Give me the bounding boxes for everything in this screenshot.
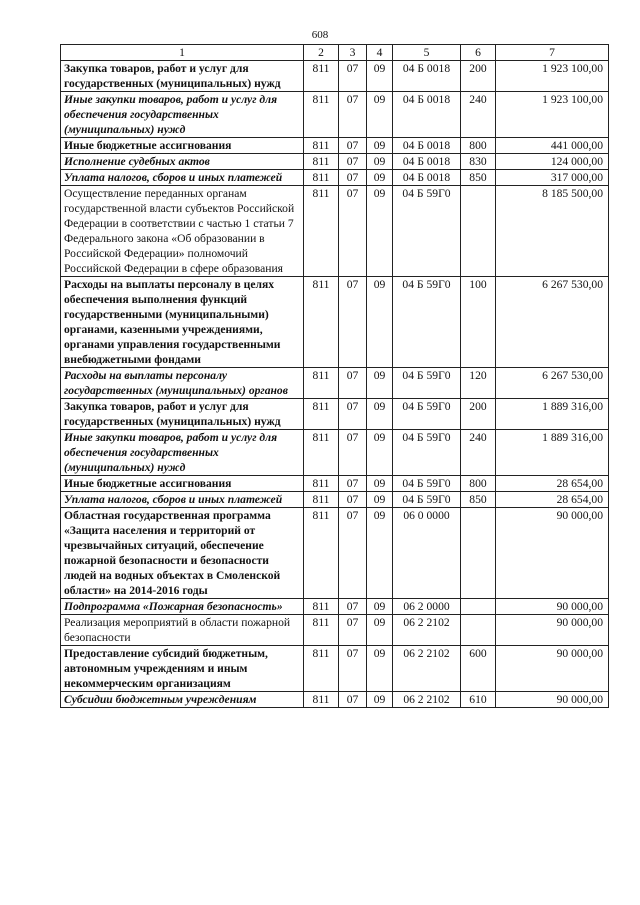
row-target-article: 04 Б 59Г0 bbox=[393, 476, 461, 492]
row-target-article: 04 Б 0018 bbox=[393, 92, 461, 138]
row-target-article: 06 0 0000 bbox=[393, 508, 461, 599]
budget-table bbox=[60, 44, 609, 708]
table-row bbox=[61, 368, 609, 399]
row-subsection-code: 09 bbox=[367, 492, 393, 508]
row-ministry-code: 811 bbox=[304, 492, 339, 508]
row-section-code: 07 bbox=[339, 646, 367, 692]
table-row bbox=[61, 599, 609, 615]
row-target-article: 06 2 2102 bbox=[393, 615, 461, 646]
row-section-code: 07 bbox=[339, 61, 367, 92]
table-row bbox=[61, 277, 609, 368]
row-ministry-code: 811 bbox=[304, 138, 339, 154]
row-expense-type: 830 bbox=[461, 154, 496, 170]
row-amount: 90 000,00 bbox=[496, 615, 609, 646]
row-name: Уплата налогов, сборов и иных платежей bbox=[61, 492, 304, 508]
row-amount: 1 923 100,00 bbox=[496, 61, 609, 92]
row-amount: 6 267 530,00 bbox=[496, 277, 609, 368]
row-section-code: 07 bbox=[339, 170, 367, 186]
row-target-article: 04 Б 0018 bbox=[393, 154, 461, 170]
row-amount: 90 000,00 bbox=[496, 692, 609, 708]
row-section-code: 07 bbox=[339, 186, 367, 277]
row-ministry-code: 811 bbox=[304, 646, 339, 692]
row-target-article: 04 Б 59Г0 bbox=[393, 399, 461, 430]
table-row bbox=[61, 170, 609, 186]
row-target-article: 04 Б 59Г0 bbox=[393, 277, 461, 368]
row-name: Осуществление переданных органам государственной власти субъектов Российской Федерации в соответствии с частью 1 статьи 7 Федерального закона «Об образовании в Российской Федерации» полномочий Российской Федерации в сфере образования bbox=[61, 186, 304, 277]
column-header-7: 7 bbox=[496, 45, 609, 61]
row-target-article: 04 Б 59Г0 bbox=[393, 368, 461, 399]
page-number: 608 bbox=[311, 29, 329, 41]
column-header-4: 4 bbox=[367, 45, 393, 61]
row-subsection-code: 09 bbox=[367, 277, 393, 368]
row-section-code: 07 bbox=[339, 599, 367, 615]
table-row bbox=[61, 138, 609, 154]
row-section-code: 07 bbox=[339, 92, 367, 138]
row-section-code: 07 bbox=[339, 476, 367, 492]
row-name: Подпрограмма «Пожарная безопасность» bbox=[61, 599, 304, 615]
row-expense-type: 850 bbox=[461, 492, 496, 508]
table-row bbox=[61, 476, 609, 492]
row-section-code: 07 bbox=[339, 692, 367, 708]
row-name: Предоставление субсидий бюджетным, автономным учреждениям и иным некоммерческим организациям bbox=[61, 646, 304, 692]
table-row bbox=[61, 692, 609, 708]
row-subsection-code: 09 bbox=[367, 692, 393, 708]
row-name: Закупка товаров, работ и услуг для государственных (муниципальных) нужд bbox=[61, 399, 304, 430]
row-name: Уплата налогов, сборов и иных платежей bbox=[61, 170, 304, 186]
row-ministry-code: 811 bbox=[304, 615, 339, 646]
row-section-code: 07 bbox=[339, 615, 367, 646]
row-subsection-code: 09 bbox=[367, 508, 393, 599]
row-section-code: 07 bbox=[339, 430, 367, 476]
row-ministry-code: 811 bbox=[304, 186, 339, 277]
table-row bbox=[61, 186, 609, 277]
row-subsection-code: 09 bbox=[367, 186, 393, 277]
row-target-article: 06 2 0000 bbox=[393, 599, 461, 615]
table-row bbox=[61, 399, 609, 430]
row-ministry-code: 811 bbox=[304, 277, 339, 368]
row-subsection-code: 09 bbox=[367, 368, 393, 399]
row-ministry-code: 811 bbox=[304, 61, 339, 92]
row-section-code: 07 bbox=[339, 154, 367, 170]
row-amount: 90 000,00 bbox=[496, 646, 609, 692]
row-expense-type bbox=[461, 615, 496, 646]
header-row bbox=[61, 45, 609, 61]
column-header-5: 5 bbox=[393, 45, 461, 61]
table-row bbox=[61, 646, 609, 692]
row-amount: 1 889 316,00 bbox=[496, 399, 609, 430]
row-ministry-code: 811 bbox=[304, 599, 339, 615]
row-name: Расходы на выплаты персоналу в целях обеспечения выполнения функций государственными (муниципальными) органами, казенными учреждениями, органами управления государственными внебюджетными фондами bbox=[61, 277, 304, 368]
row-amount: 1 889 316,00 bbox=[496, 430, 609, 476]
row-amount: 441 000,00 bbox=[496, 138, 609, 154]
row-name: Иные закупки товаров, работ и услуг для обеспечения государственных (муниципальных) нужд bbox=[61, 92, 304, 138]
row-expense-type bbox=[461, 508, 496, 599]
row-section-code: 07 bbox=[339, 399, 367, 430]
row-expense-type: 800 bbox=[461, 476, 496, 492]
row-amount: 28 654,00 bbox=[496, 476, 609, 492]
row-amount: 124 000,00 bbox=[496, 154, 609, 170]
row-subsection-code: 09 bbox=[367, 615, 393, 646]
row-expense-type: 200 bbox=[461, 399, 496, 430]
row-target-article: 04 Б 59Г0 bbox=[393, 186, 461, 277]
row-expense-type: 100 bbox=[461, 277, 496, 368]
row-amount: 28 654,00 bbox=[496, 492, 609, 508]
row-expense-type: 240 bbox=[461, 92, 496, 138]
row-name: Реализация мероприятий в области пожарной безопасности bbox=[61, 615, 304, 646]
row-target-article: 06 2 2102 bbox=[393, 692, 461, 708]
row-ministry-code: 811 bbox=[304, 430, 339, 476]
row-subsection-code: 09 bbox=[367, 92, 393, 138]
row-subsection-code: 09 bbox=[367, 399, 393, 430]
column-header-1: 1 bbox=[61, 45, 304, 61]
row-target-article: 04 Б 59Г0 bbox=[393, 430, 461, 476]
row-ministry-code: 811 bbox=[304, 154, 339, 170]
row-amount: 1 923 100,00 bbox=[496, 92, 609, 138]
row-target-article: 06 2 2102 bbox=[393, 646, 461, 692]
table-row bbox=[61, 492, 609, 508]
row-name: Иные бюджетные ассигнования bbox=[61, 138, 304, 154]
row-amount: 6 267 530,00 bbox=[496, 368, 609, 399]
row-expense-type: 120 bbox=[461, 368, 496, 399]
row-subsection-code: 09 bbox=[367, 170, 393, 186]
row-name: Исполнение судебных актов bbox=[61, 154, 304, 170]
row-name: Иные закупки товаров, работ и услуг для обеспечения государственных (муниципальных) нужд bbox=[61, 430, 304, 476]
row-ministry-code: 811 bbox=[304, 92, 339, 138]
table-row bbox=[61, 92, 609, 138]
row-expense-type bbox=[461, 599, 496, 615]
row-name: Областная государственная программа «Защита населения и территорий от чрезвычайных ситуаций, обеспечение пожарной безопасности и безопасности людей на водных объектах в Смоленской области» на 2014-2016 годы bbox=[61, 508, 304, 599]
row-amount: 317 000,00 bbox=[496, 170, 609, 186]
row-subsection-code: 09 bbox=[367, 646, 393, 692]
row-ministry-code: 811 bbox=[304, 692, 339, 708]
row-amount: 8 185 500,00 bbox=[496, 186, 609, 277]
row-section-code: 07 bbox=[339, 508, 367, 599]
row-expense-type: 600 bbox=[461, 646, 496, 692]
row-subsection-code: 09 bbox=[367, 61, 393, 92]
row-expense-type bbox=[461, 186, 496, 277]
row-ministry-code: 811 bbox=[304, 368, 339, 399]
row-name: Расходы на выплаты персоналу государственных (муниципальных) органов bbox=[61, 368, 304, 399]
row-target-article: 04 Б 59Г0 bbox=[393, 492, 461, 508]
table-row bbox=[61, 508, 609, 599]
row-name: Закупка товаров, работ и услуг для государственных (муниципальных) нужд bbox=[61, 61, 304, 92]
row-amount: 90 000,00 bbox=[496, 508, 609, 599]
table-row bbox=[61, 615, 609, 646]
row-expense-type: 200 bbox=[461, 61, 496, 92]
row-target-article: 04 Б 0018 bbox=[393, 170, 461, 186]
row-subsection-code: 09 bbox=[367, 154, 393, 170]
row-section-code: 07 bbox=[339, 368, 367, 399]
table-row bbox=[61, 154, 609, 170]
row-target-article: 04 Б 0018 bbox=[393, 138, 461, 154]
row-subsection-code: 09 bbox=[367, 138, 393, 154]
row-subsection-code: 09 bbox=[367, 476, 393, 492]
column-header-6: 6 bbox=[461, 45, 496, 61]
row-subsection-code: 09 bbox=[367, 599, 393, 615]
table-row bbox=[61, 61, 609, 92]
row-expense-type: 850 bbox=[461, 170, 496, 186]
row-ministry-code: 811 bbox=[304, 508, 339, 599]
row-name: Субсидии бюджетным учреждениям bbox=[61, 692, 304, 708]
row-expense-type: 240 bbox=[461, 430, 496, 476]
row-amount: 90 000,00 bbox=[496, 599, 609, 615]
row-expense-type: 610 bbox=[461, 692, 496, 708]
row-ministry-code: 811 bbox=[304, 399, 339, 430]
table-row bbox=[61, 430, 609, 476]
row-name: Иные бюджетные ассигнования bbox=[61, 476, 304, 492]
row-subsection-code: 09 bbox=[367, 430, 393, 476]
row-target-article: 04 Б 0018 bbox=[393, 61, 461, 92]
row-expense-type: 800 bbox=[461, 138, 496, 154]
column-header-3: 3 bbox=[339, 45, 367, 61]
column-header-2: 2 bbox=[304, 45, 339, 61]
row-ministry-code: 811 bbox=[304, 476, 339, 492]
row-section-code: 07 bbox=[339, 277, 367, 368]
row-section-code: 07 bbox=[339, 492, 367, 508]
row-section-code: 07 bbox=[339, 138, 367, 154]
row-ministry-code: 811 bbox=[304, 170, 339, 186]
